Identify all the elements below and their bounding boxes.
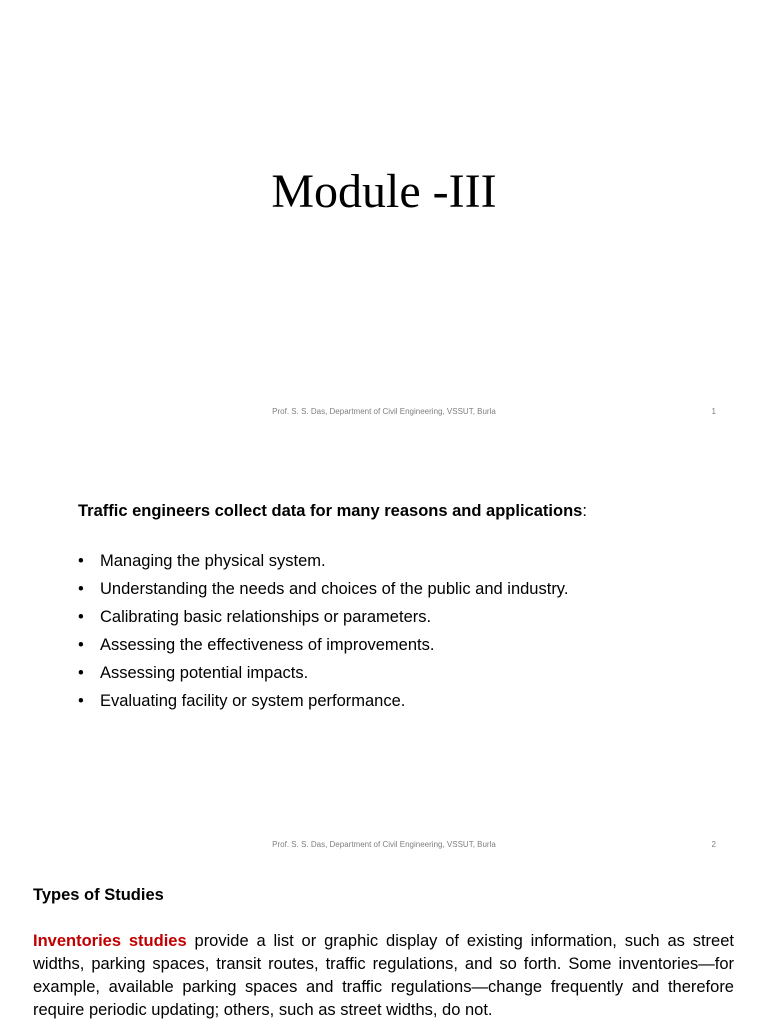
slide-footer: Prof. S. S. Das, Department of Civil Engineering, VSSUT, Burla [272,840,496,849]
list-item-text: Assessing potential impacts. [100,664,309,682]
bullet-list [78,547,568,715]
list-item-text: Managing the physical system. [100,552,326,570]
list-item-text: Evaluating facility or system performance. [100,692,406,710]
page-number: 1 [711,407,716,416]
bullet-icon: • [78,664,84,682]
bullet-icon: • [78,608,84,626]
list-item [78,547,568,575]
section-heading: Types of Studies [33,886,164,904]
intro-bold: Traffic engineers collect data for many reasons and applications [78,502,583,520]
body-paragraph [33,930,734,1022]
highlight-term: Inventories studies [33,932,187,950]
bullet-icon: • [78,580,84,598]
paragraph-text: provide a list or graphic display of existing information, such as street widths, parking spaces, transit routes, traffic regulations, and so forth. Some inventories—for example, available parking spaces and traffic regulations—change frequently and therefore require periodic updating; others, such as street widths, do not. [33,932,734,1019]
bullet-icon: • [78,692,84,710]
bullet-icon: • [78,636,84,654]
bullet-icon: • [78,552,84,570]
intro-text [78,499,587,523]
list-item [78,631,568,659]
list-item [78,603,568,631]
list-item-text: Assessing the effectiveness of improvements. [100,636,435,654]
intro-colon: : [582,502,587,520]
slide-footer: Prof. S. S. Das, Department of Civil Engineering, VSSUT, Burla [272,407,496,416]
page-number: 2 [711,840,716,849]
list-item-text: Understanding the needs and choices of the public and industry. [100,580,569,598]
list-item [78,575,568,603]
list-item-text: Calibrating basic relationships or parameters. [100,608,432,626]
slide-1 [0,0,768,433]
slide-2 [0,433,768,866]
slide-3 [0,866,768,1024]
slide-title: Module -III [271,165,497,218]
list-item [78,659,568,687]
list-item [78,687,568,715]
